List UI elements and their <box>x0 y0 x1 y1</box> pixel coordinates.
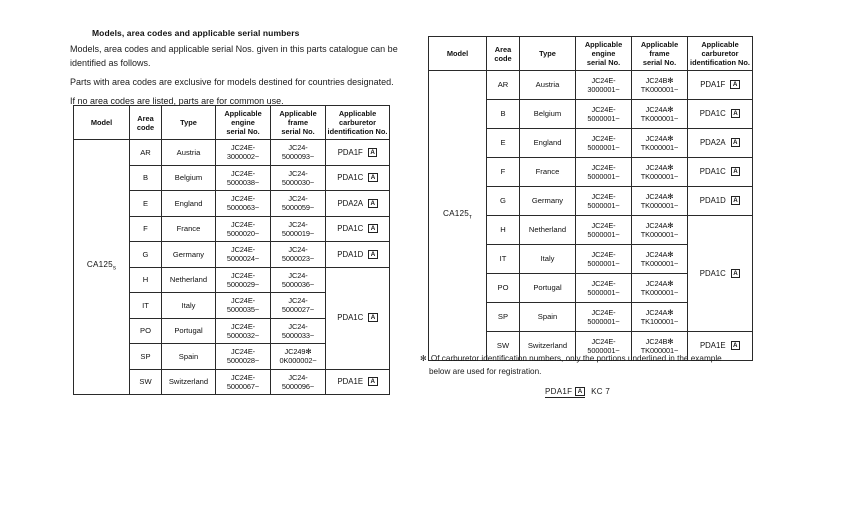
models-table-ca125t <box>428 36 753 361</box>
engine-serial-number: 5000001~ <box>587 259 620 268</box>
frame-serial-prefix: JC24- <box>288 372 308 382</box>
boxed-a-icon: A <box>575 387 585 396</box>
boxed-a-icon: A <box>731 138 740 147</box>
engine-serial-number: 5000029~ <box>226 279 260 289</box>
cell-area-code: E <box>130 191 162 217</box>
frame-serial-number: 5000019~ <box>281 228 315 238</box>
cell-type: Switzerland <box>162 369 216 395</box>
cell-type: Portugal <box>162 318 216 344</box>
cell-engine-serial <box>216 140 271 166</box>
cell-type: Portugal <box>520 274 576 303</box>
engine-serial-prefix: JC24E- <box>230 372 256 382</box>
th-model: Model <box>429 37 487 71</box>
cell-frame-serial <box>632 71 688 100</box>
carburetor-code: PDA1E <box>337 377 364 386</box>
cell-carburetor-id <box>326 191 390 217</box>
cell-frame-serial <box>271 242 326 268</box>
boxed-a-icon: A <box>368 313 377 322</box>
footnote-line-2 <box>420 365 770 378</box>
frame-serial-number: 5000093~ <box>281 152 315 162</box>
th-frame-serial: Applicable frame serial No. <box>632 37 688 71</box>
footnote-line-1 <box>420 352 770 365</box>
engine-serial-number: 5000024~ <box>226 254 260 264</box>
cell-area-code: PO <box>487 274 520 303</box>
cell-type: Switzerland <box>520 332 576 361</box>
cell-type: Netherland <box>162 267 216 293</box>
frame-serial-prefix: JC24- <box>288 245 308 255</box>
frame-serial-prefix: JC24A✻ <box>645 134 674 143</box>
model-suffix: s <box>112 265 117 273</box>
cell-carburetor-id <box>326 140 390 166</box>
frame-serial-number: 5000096~ <box>281 381 315 391</box>
cell-carburetor-id <box>688 158 753 187</box>
engine-serial-prefix: JC24E- <box>230 168 256 178</box>
frame-serial-prefix: JC24- <box>288 270 308 280</box>
cell-area-code: AR <box>487 71 520 100</box>
carburetor-code: PDA1E <box>699 341 726 351</box>
cell-frame-serial <box>632 187 688 216</box>
carburetor-code: PDA1C <box>699 109 726 119</box>
engine-serial-number: 5000028~ <box>226 356 260 366</box>
engine-serial-prefix: JC24E- <box>230 194 256 204</box>
boxed-a-icon: A <box>368 148 377 157</box>
carburetor-code: PDA1C <box>337 224 364 233</box>
cell-frame-serial <box>632 303 688 332</box>
engine-serial-prefix: JC24E- <box>591 163 616 172</box>
engine-serial-number: 5000032~ <box>226 330 260 340</box>
cell-frame-serial <box>271 216 326 242</box>
cell-frame-serial <box>271 369 326 395</box>
footnote-block <box>420 352 770 378</box>
frame-serial-number: TK000001~ <box>640 230 679 239</box>
cell-frame-serial <box>632 100 688 129</box>
frame-serial-prefix: JC24- <box>288 219 308 229</box>
engine-serial-number: 5000063~ <box>226 203 260 213</box>
cell-carburetor-id <box>688 187 753 216</box>
cell-engine-serial <box>576 216 632 245</box>
frame-serial-prefix: JC24A✻ <box>645 105 674 114</box>
engine-serial-prefix: JC24E- <box>591 308 616 317</box>
boxed-a-icon: A <box>731 269 740 278</box>
cell-area-code: G <box>130 242 162 268</box>
cell-engine-serial <box>216 293 271 319</box>
cell-type: Germany <box>162 242 216 268</box>
carburetor-code: PDA1C <box>337 173 364 182</box>
engine-serial-prefix: JC24E- <box>230 245 256 255</box>
cell-area-code: H <box>487 216 520 245</box>
table-row <box>429 71 753 100</box>
carburetor-code: PDA1C <box>699 167 726 177</box>
intro-text-block <box>70 28 420 108</box>
cell-area-code: IT <box>130 293 162 319</box>
engine-serial-number: 5000035~ <box>226 305 260 315</box>
frame-serial-prefix: JC24A✻ <box>645 308 674 317</box>
cell-area-code: PO <box>130 318 162 344</box>
frame-serial-number: TK000001~ <box>640 288 679 297</box>
frame-serial-number: 5000030~ <box>281 177 315 187</box>
th-engine-serial: Applicable engine serial No. <box>216 106 271 140</box>
cell-area-code: SW <box>487 332 520 361</box>
frame-serial-prefix: JC24A✻ <box>645 279 674 288</box>
cell-area-code: IT <box>487 245 520 274</box>
table-header-row <box>74 106 390 140</box>
intro-paragraph-1: Models, area codes and applicable serial Nos. given in this parts catalogue can be identified as follows. <box>70 44 398 68</box>
cell-type: England <box>162 191 216 217</box>
cell-engine-serial <box>576 158 632 187</box>
engine-serial-number: 5000001~ <box>587 201 620 210</box>
cell-carburetor-id <box>688 100 753 129</box>
boxed-a-icon: A <box>731 109 740 118</box>
carburetor-code: PDA1F <box>700 80 726 90</box>
footnote-text-1: Of carburetor identification numbers, only the portions underlined in the example <box>430 354 722 363</box>
cell-area-code: SP <box>487 303 520 332</box>
cell-type: France <box>162 216 216 242</box>
footnote-bullet: ✻ <box>420 354 427 363</box>
frame-serial-prefix: JC24- <box>288 143 308 153</box>
cell-carburetor-id-merged <box>688 216 753 332</box>
frame-serial-number: TK000001~ <box>640 346 679 355</box>
cell-area-code: F <box>487 158 520 187</box>
boxed-a-icon: A <box>368 250 377 259</box>
engine-serial-prefix: JC24E- <box>591 192 616 201</box>
th-frame-serial: Applicable frame serial No. <box>271 106 326 140</box>
frame-serial-number: 5000059~ <box>281 203 315 213</box>
cell-engine-serial <box>576 274 632 303</box>
cell-type: Spain <box>520 303 576 332</box>
engine-serial-prefix: JC24E- <box>230 296 256 306</box>
cell-carburetor-id <box>688 71 753 100</box>
boxed-a-icon: A <box>731 196 740 205</box>
engine-serial-prefix: JC24E- <box>591 279 616 288</box>
cell-area-code: SP <box>130 344 162 370</box>
th-area-code: Area code <box>487 37 520 71</box>
cell-engine-serial <box>576 303 632 332</box>
frame-serial-number: 5000027~ <box>281 305 315 315</box>
engine-serial-number: 5000038~ <box>226 177 260 187</box>
cell-type: Spain <box>162 344 216 370</box>
cell-type: Germany <box>520 187 576 216</box>
frame-serial-prefix: JC24- <box>288 194 308 204</box>
cell-model <box>429 71 487 361</box>
frame-serial-number: 5000036~ <box>281 279 315 289</box>
cell-type: Italy <box>162 293 216 319</box>
boxed-a-icon: A <box>731 341 740 350</box>
cell-model <box>74 140 130 395</box>
cell-frame-serial <box>632 245 688 274</box>
cell-type: Austria <box>520 71 576 100</box>
cell-area-code: E <box>487 129 520 158</box>
cell-engine-serial <box>216 267 271 293</box>
frame-serial-prefix: JC24A✻ <box>645 163 674 172</box>
engine-serial-number: 5000001~ <box>587 288 620 297</box>
model-name: CA125 <box>442 208 469 218</box>
cell-type: Belgium <box>520 100 576 129</box>
engine-serial-number: 5000001~ <box>587 346 620 355</box>
cell-engine-serial <box>216 191 271 217</box>
engine-serial-prefix: JC24E- <box>591 105 616 114</box>
cell-engine-serial <box>576 245 632 274</box>
cell-type: Netherland <box>520 216 576 245</box>
cell-engine-serial <box>576 100 632 129</box>
engine-serial-number: 5000001~ <box>587 143 620 152</box>
th-engine-serial: Applicable engine serial No. <box>576 37 632 71</box>
cell-frame-serial <box>271 293 326 319</box>
intro-heading: Models, area codes and applicable serial numbers <box>92 28 300 38</box>
cell-frame-serial <box>271 267 326 293</box>
frame-serial-prefix: JC24A✻ <box>645 192 674 201</box>
frame-serial-number: TK000001~ <box>640 143 679 152</box>
th-area-code: Area code <box>130 106 162 140</box>
frame-serial-number: TK100001~ <box>640 317 679 326</box>
frame-serial-number: TK000001~ <box>640 259 679 268</box>
boxed-a-icon: A <box>368 173 377 182</box>
frame-serial-prefix: JC24B✻ <box>645 337 674 346</box>
engine-serial-number: 5000001~ <box>587 114 620 123</box>
carburetor-code: PDA1D <box>699 196 726 206</box>
frame-serial-prefix: JC24A✻ <box>645 250 674 259</box>
cell-engine-serial <box>216 369 271 395</box>
engine-serial-number: 5000020~ <box>226 228 260 238</box>
intro-paragraph-3: If no area codes are listed, parts are for common use. <box>70 95 284 106</box>
model-suffix: т <box>469 213 473 221</box>
frame-serial-prefix: JC24A✻ <box>645 221 674 230</box>
cell-engine-serial <box>216 165 271 191</box>
cell-carburetor-id <box>326 216 390 242</box>
models-table-ca125s <box>73 105 390 395</box>
frame-serial-number: TK000001~ <box>640 114 679 123</box>
cell-engine-serial <box>216 318 271 344</box>
cell-engine-serial <box>576 129 632 158</box>
engine-serial-number: 5000067~ <box>226 381 260 391</box>
frame-serial-prefix: JC24- <box>288 296 308 306</box>
cell-carburetor-id-merged <box>326 267 390 369</box>
cell-area-code: H <box>130 267 162 293</box>
example-suffix: KC 7 <box>591 387 611 396</box>
carburetor-code: PDA1F <box>337 147 363 157</box>
engine-serial-number: 5000001~ <box>587 230 620 239</box>
frame-serial-number: TK000001~ <box>640 85 679 94</box>
cell-area-code: G <box>487 187 520 216</box>
cell-type: Italy <box>520 245 576 274</box>
engine-serial-number: 5000001~ <box>587 317 620 326</box>
model-name: CA125 <box>86 260 113 270</box>
boxed-a-icon: A <box>368 377 377 386</box>
th-type: Type <box>520 37 576 71</box>
frame-serial-prefix: JC24B✻ <box>645 76 674 85</box>
engine-serial-prefix: JC24E- <box>230 347 256 357</box>
carburetor-code: PDA2A <box>337 198 364 208</box>
frame-serial-number: TK000001~ <box>640 201 679 210</box>
cell-frame-serial <box>271 140 326 166</box>
cell-frame-serial <box>632 158 688 187</box>
boxed-a-icon: A <box>368 199 377 208</box>
cell-type: England <box>520 129 576 158</box>
cell-frame-serial <box>271 318 326 344</box>
frame-serial-prefix: JC24- <box>288 168 308 178</box>
intro-paragraph-2: Parts with area codes are exclusive for models destined for countries designated. <box>70 77 394 87</box>
carburetor-code: PDA2A <box>699 138 726 148</box>
engine-serial-prefix: JC24E- <box>591 221 616 230</box>
cell-type: France <box>520 158 576 187</box>
th-carburetor-id: Applicable carburetor identification No. <box>688 37 753 71</box>
cell-engine-serial <box>576 187 632 216</box>
cell-carburetor-id <box>326 165 390 191</box>
cell-area-code: F <box>130 216 162 242</box>
cell-engine-serial <box>216 242 271 268</box>
cell-engine-serial <box>576 71 632 100</box>
carburetor-code: PDA1C <box>699 268 726 278</box>
cell-type: Austria <box>162 140 216 166</box>
engine-serial-prefix: JC24E- <box>230 219 256 229</box>
cell-frame-serial <box>632 274 688 303</box>
boxed-a-icon: A <box>368 224 377 233</box>
example-code: PDA1F <box>545 387 573 396</box>
boxed-a-icon: A <box>730 80 739 89</box>
cell-carburetor-id <box>326 369 390 395</box>
frame-serial-number: 5000033~ <box>281 330 315 340</box>
cell-type: Belgium <box>162 165 216 191</box>
cell-area-code: B <box>487 100 520 129</box>
cell-frame-serial <box>271 165 326 191</box>
cell-area-code: SW <box>130 369 162 395</box>
frame-serial-prefix: JC249✻ <box>284 347 312 357</box>
carburetor-code: PDA1C <box>337 313 364 323</box>
th-type: Type <box>162 106 216 140</box>
cell-frame-serial <box>271 344 326 370</box>
footnote-text-2: below are used for registration. <box>429 367 542 376</box>
cell-carburetor-id <box>688 129 753 158</box>
engine-serial-prefix: JC24E- <box>591 250 616 259</box>
engine-serial-prefix: JC24E- <box>591 337 616 346</box>
engine-serial-number: 3000001~ <box>587 85 620 94</box>
engine-serial-number: 3000002~ <box>226 152 260 162</box>
engine-serial-prefix: JC24E- <box>230 321 256 331</box>
cell-frame-serial <box>632 129 688 158</box>
cell-engine-serial <box>216 344 271 370</box>
boxed-a-icon: A <box>731 167 740 176</box>
example-underlined-part <box>545 387 585 398</box>
frame-serial-number: 0K000002~ <box>279 356 317 366</box>
table-left-container <box>73 105 390 395</box>
cell-carburetor-id <box>326 242 390 268</box>
carburetor-id-example <box>545 387 610 396</box>
engine-serial-prefix: JC24E- <box>591 134 616 143</box>
frame-serial-number: TK000001~ <box>640 172 679 181</box>
th-carburetor-id: Applicable carburetor identification No. <box>326 106 390 140</box>
table-right-container <box>428 36 753 361</box>
engine-serial-prefix: JC24E- <box>591 76 616 85</box>
engine-serial-prefix: JC24E- <box>230 270 256 280</box>
table-row <box>74 140 390 166</box>
carburetor-code: PDA1D <box>337 249 364 259</box>
cell-frame-serial <box>271 191 326 217</box>
cell-engine-serial <box>216 216 271 242</box>
cell-frame-serial <box>632 216 688 245</box>
cell-area-code: B <box>130 165 162 191</box>
table-header-row <box>429 37 753 71</box>
engine-serial-prefix: JC24E- <box>230 143 256 153</box>
engine-serial-number: 5000001~ <box>587 172 620 181</box>
cell-area-code: AR <box>130 140 162 166</box>
th-model: Model <box>74 106 130 140</box>
frame-serial-number: 5000023~ <box>281 254 315 264</box>
frame-serial-prefix: JC24- <box>288 321 308 331</box>
